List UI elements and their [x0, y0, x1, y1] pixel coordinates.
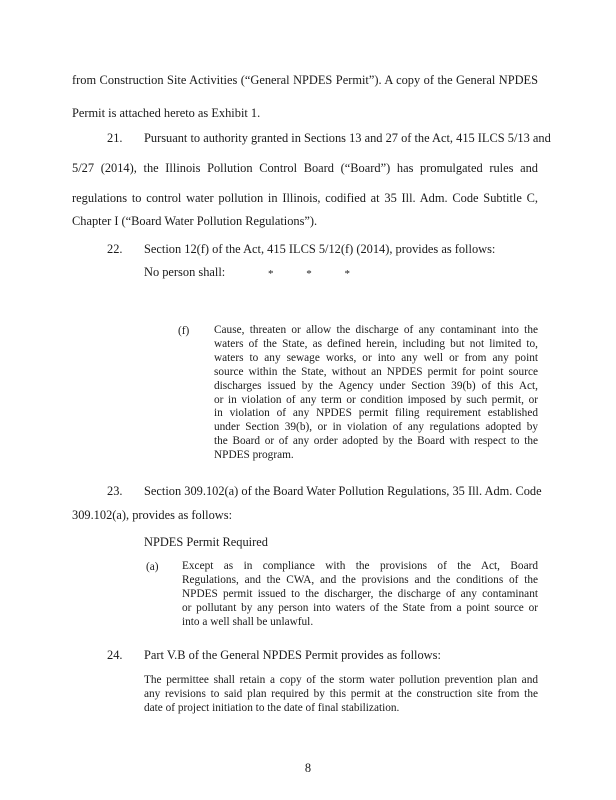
quoted-block	[182, 560, 538, 630]
quote-line: the Board or of any order adopted by the Board with respect to the	[214, 435, 538, 448]
body-line: regulations to control water pollution in Illinois, codified at 35 Ill. Adm. Code Subtitle C,	[72, 191, 538, 205]
item-label: (f)	[178, 325, 190, 337]
quote-line: in violation of any NPDES permit filing requirement established	[214, 407, 538, 420]
quote-line: NPDES permit issued to the discharger, the discharge of any contaminant	[182, 587, 538, 600]
quote-line: any revisions to said plan required by this permit at the construction site from the	[144, 687, 538, 700]
body-line: Part V.B of the General NPDES Permit provides as follows:	[144, 648, 441, 662]
quote-line: date of project initiation to the date of final stabilization.	[144, 701, 400, 714]
body-line: from Construction Site Activities (“General NPDES Permit”). A copy of the General NPDES	[72, 73, 538, 87]
paragraph-number: 21.	[107, 131, 123, 145]
body-line: 309.102(a), provides as follows:	[72, 508, 233, 522]
quote-line: source within the State, without an NPDES permit for point source	[214, 365, 538, 378]
star: *	[344, 268, 350, 280]
quoted-block	[214, 324, 538, 463]
quote-line: The permittee shall retain a copy of the storm water pollution prevention plan and	[144, 674, 538, 686]
star: *	[268, 268, 274, 280]
paragraph-number: 22.	[107, 242, 123, 256]
quote-heading: NPDES Permit Required	[144, 535, 268, 549]
body-line: 5/27 (2014), the Illinois Pollution Control Board (“Board”) has promulgated rules and	[72, 161, 538, 175]
body-line: Section 309.102(a) of the Board Water Pollution Regulations, 35 Ill. Adm. Code	[144, 484, 542, 498]
quote-line: Regulations, and the CWA, and the provisions and the conditions of the	[182, 573, 538, 586]
body-line: Pursuant to authority granted in Sections 13 and 27 of the Act, 415 ILCS 5/13 and	[144, 131, 551, 145]
quote-line: waters to any sewage works, or into any well or from any point	[214, 351, 538, 364]
quote-line: discharges issued by the Agency under Section 39(b) of this Act,	[214, 379, 538, 392]
quote-line: into a well shall be unlawful.	[182, 615, 314, 628]
quote-line: Except as in compliance with the provisions of the Act, Board	[182, 560, 538, 572]
quote-line: Cause, threaten or allow the discharge of any contaminant into the	[214, 324, 538, 336]
item-label: (a)	[146, 561, 159, 573]
body-line: Chapter I (“Board Water Pollution Regulations”).	[72, 214, 318, 228]
paragraph-number: 24.	[107, 648, 123, 662]
body-line: Section 12(f) of the Act, 415 ILCS 5/12(f) (2014), provides as follows:	[144, 242, 496, 256]
quote-line: NPDES program.	[214, 449, 294, 462]
quote-line: under Section 39(b), or in violation of any regulations adopted by	[214, 421, 538, 434]
paragraph-number: 23.	[107, 484, 123, 498]
quote-line: or pollutant by any person into waters of the State from a point source or	[182, 601, 538, 614]
star: *	[306, 268, 312, 280]
quote-line: waters of the State, as defined herein, including but not limited to,	[214, 337, 538, 350]
ellipsis-stars	[268, 267, 350, 281]
page-number: 8	[304, 761, 312, 775]
quote-lead-in: No person shall:	[144, 265, 226, 279]
quote-line: or in violation of any term or condition imposed by such permit, or	[214, 393, 538, 406]
body-line: Permit is attached hereto as Exhibit 1.	[72, 106, 261, 120]
quoted-block	[144, 674, 538, 716]
